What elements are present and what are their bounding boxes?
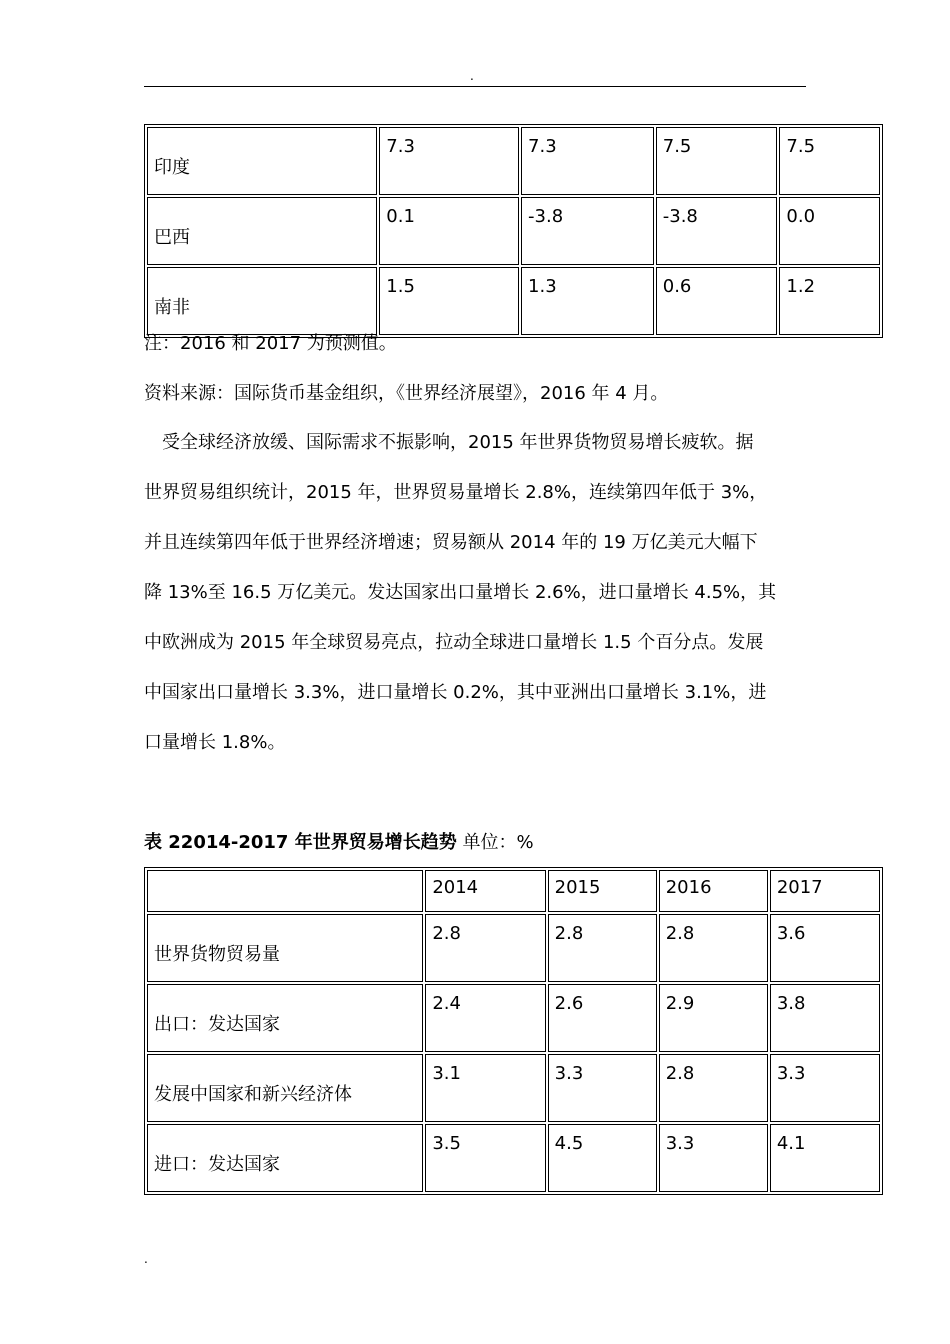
row-label: 进口：发达国家 (147, 1124, 423, 1192)
data-source: 资料来源：国际货币基金组织，《世界经济展望》，2016 年 4 月。 (144, 383, 669, 404)
paragraph-line: 口量增长 1.8%。 (144, 732, 286, 753)
table-cell: -3.8 (521, 197, 654, 265)
table-cell: 7.3 (521, 127, 654, 195)
header-cell-2015: 2015 (548, 870, 657, 912)
table-cell: 7.5 (779, 127, 880, 195)
header-cell-2017: 2017 (770, 870, 880, 912)
world-trade-growth-table (144, 867, 883, 1195)
table-cell: 7.5 (656, 127, 778, 195)
paragraph-line: 中欧洲成为 2015 年全球贸易亮点，拉动全球进口量增长 1.5 个百分点。发展 (144, 632, 764, 653)
table-cell: 1.5 (379, 267, 519, 335)
table-cell: 3.8 (770, 984, 880, 1052)
table-cell: 2.8 (659, 914, 768, 982)
table-cell: 3.3 (659, 1124, 768, 1192)
table-row (147, 1054, 880, 1122)
table-cell: 3.5 (425, 1124, 545, 1192)
footer-dot: . (144, 1252, 148, 1266)
paragraph-line: 中国家出口量增长 3.3%，进口量增长 0.2%，其中亚洲出口量增长 3.1%，进 (144, 682, 767, 703)
table-cell: 2.8 (548, 914, 657, 982)
row-label-south-africa: 南非 (147, 267, 377, 335)
forecast-note: 注：2016 和 2017 为预测值。 (144, 333, 397, 354)
body-paragraph (144, 418, 814, 768)
header-dot: . (470, 69, 474, 83)
table-caption-title: 表 22014-2017 年世界贸易增长趋势 (144, 832, 457, 853)
table-cell: 1.2 (779, 267, 880, 335)
table-cell: 2.8 (425, 914, 545, 982)
paragraph-line: 世界贸易组织统计，2015 年，世界贸易量增长 2.8%，连续第四年低于 3%， (144, 482, 768, 503)
row-label: 出口：发达国家 (147, 984, 423, 1052)
table-cell: 4.5 (548, 1124, 657, 1192)
table-row (147, 267, 880, 335)
table-row (147, 1124, 880, 1192)
table-cell: 2.9 (659, 984, 768, 1052)
table-cell: 4.1 (770, 1124, 880, 1192)
table-cell: 2.4 (425, 984, 545, 1052)
table-row (147, 197, 880, 265)
table-cell: 0.0 (779, 197, 880, 265)
table-cell: 0.1 (379, 197, 519, 265)
table-cell: 3.1 (425, 1054, 545, 1122)
table-cell: 2.6 (548, 984, 657, 1052)
table-row (147, 127, 880, 195)
table-row (147, 914, 880, 982)
table-cell: 3.3 (770, 1054, 880, 1122)
header-cell-2016: 2016 (659, 870, 768, 912)
paragraph-line: 降 13%至 16.5 万亿美元。发达国家出口量增长 2.6%，进口量增长 4.5%，其 (144, 582, 777, 603)
table-caption-unit: 单位：% (456, 832, 534, 853)
row-label: 发展中国家和新兴经济体 (147, 1054, 423, 1122)
table-cell: 3.3 (548, 1054, 657, 1122)
table-cell: 1.3 (521, 267, 654, 335)
table-cell: 3.6 (770, 914, 880, 982)
table-cell: 0.6 (656, 267, 778, 335)
table-cell: 2.8 (659, 1054, 768, 1122)
header-rule (144, 86, 806, 87)
row-label: 世界货物贸易量 (147, 914, 423, 982)
growth-table-continued (144, 124, 883, 338)
header-cell-2014: 2014 (425, 870, 545, 912)
header-cell (147, 870, 423, 912)
row-label-brazil: 巴西 (147, 197, 377, 265)
table-cell: -3.8 (656, 197, 778, 265)
table-row (147, 984, 880, 1052)
paragraph-line: 受全球经济放缓、国际需求不振影响，2015 年世界货物贸易增长疲软。据 (144, 432, 754, 453)
table-cell: 7.3 (379, 127, 519, 195)
row-label-india: 印度 (147, 127, 377, 195)
paragraph-line: 并且连续第四年低于世界经济增速；贸易额从 2014 年的 19 万亿美元大幅下 (144, 532, 758, 553)
table-caption (144, 832, 534, 854)
table-header-row (147, 870, 880, 912)
